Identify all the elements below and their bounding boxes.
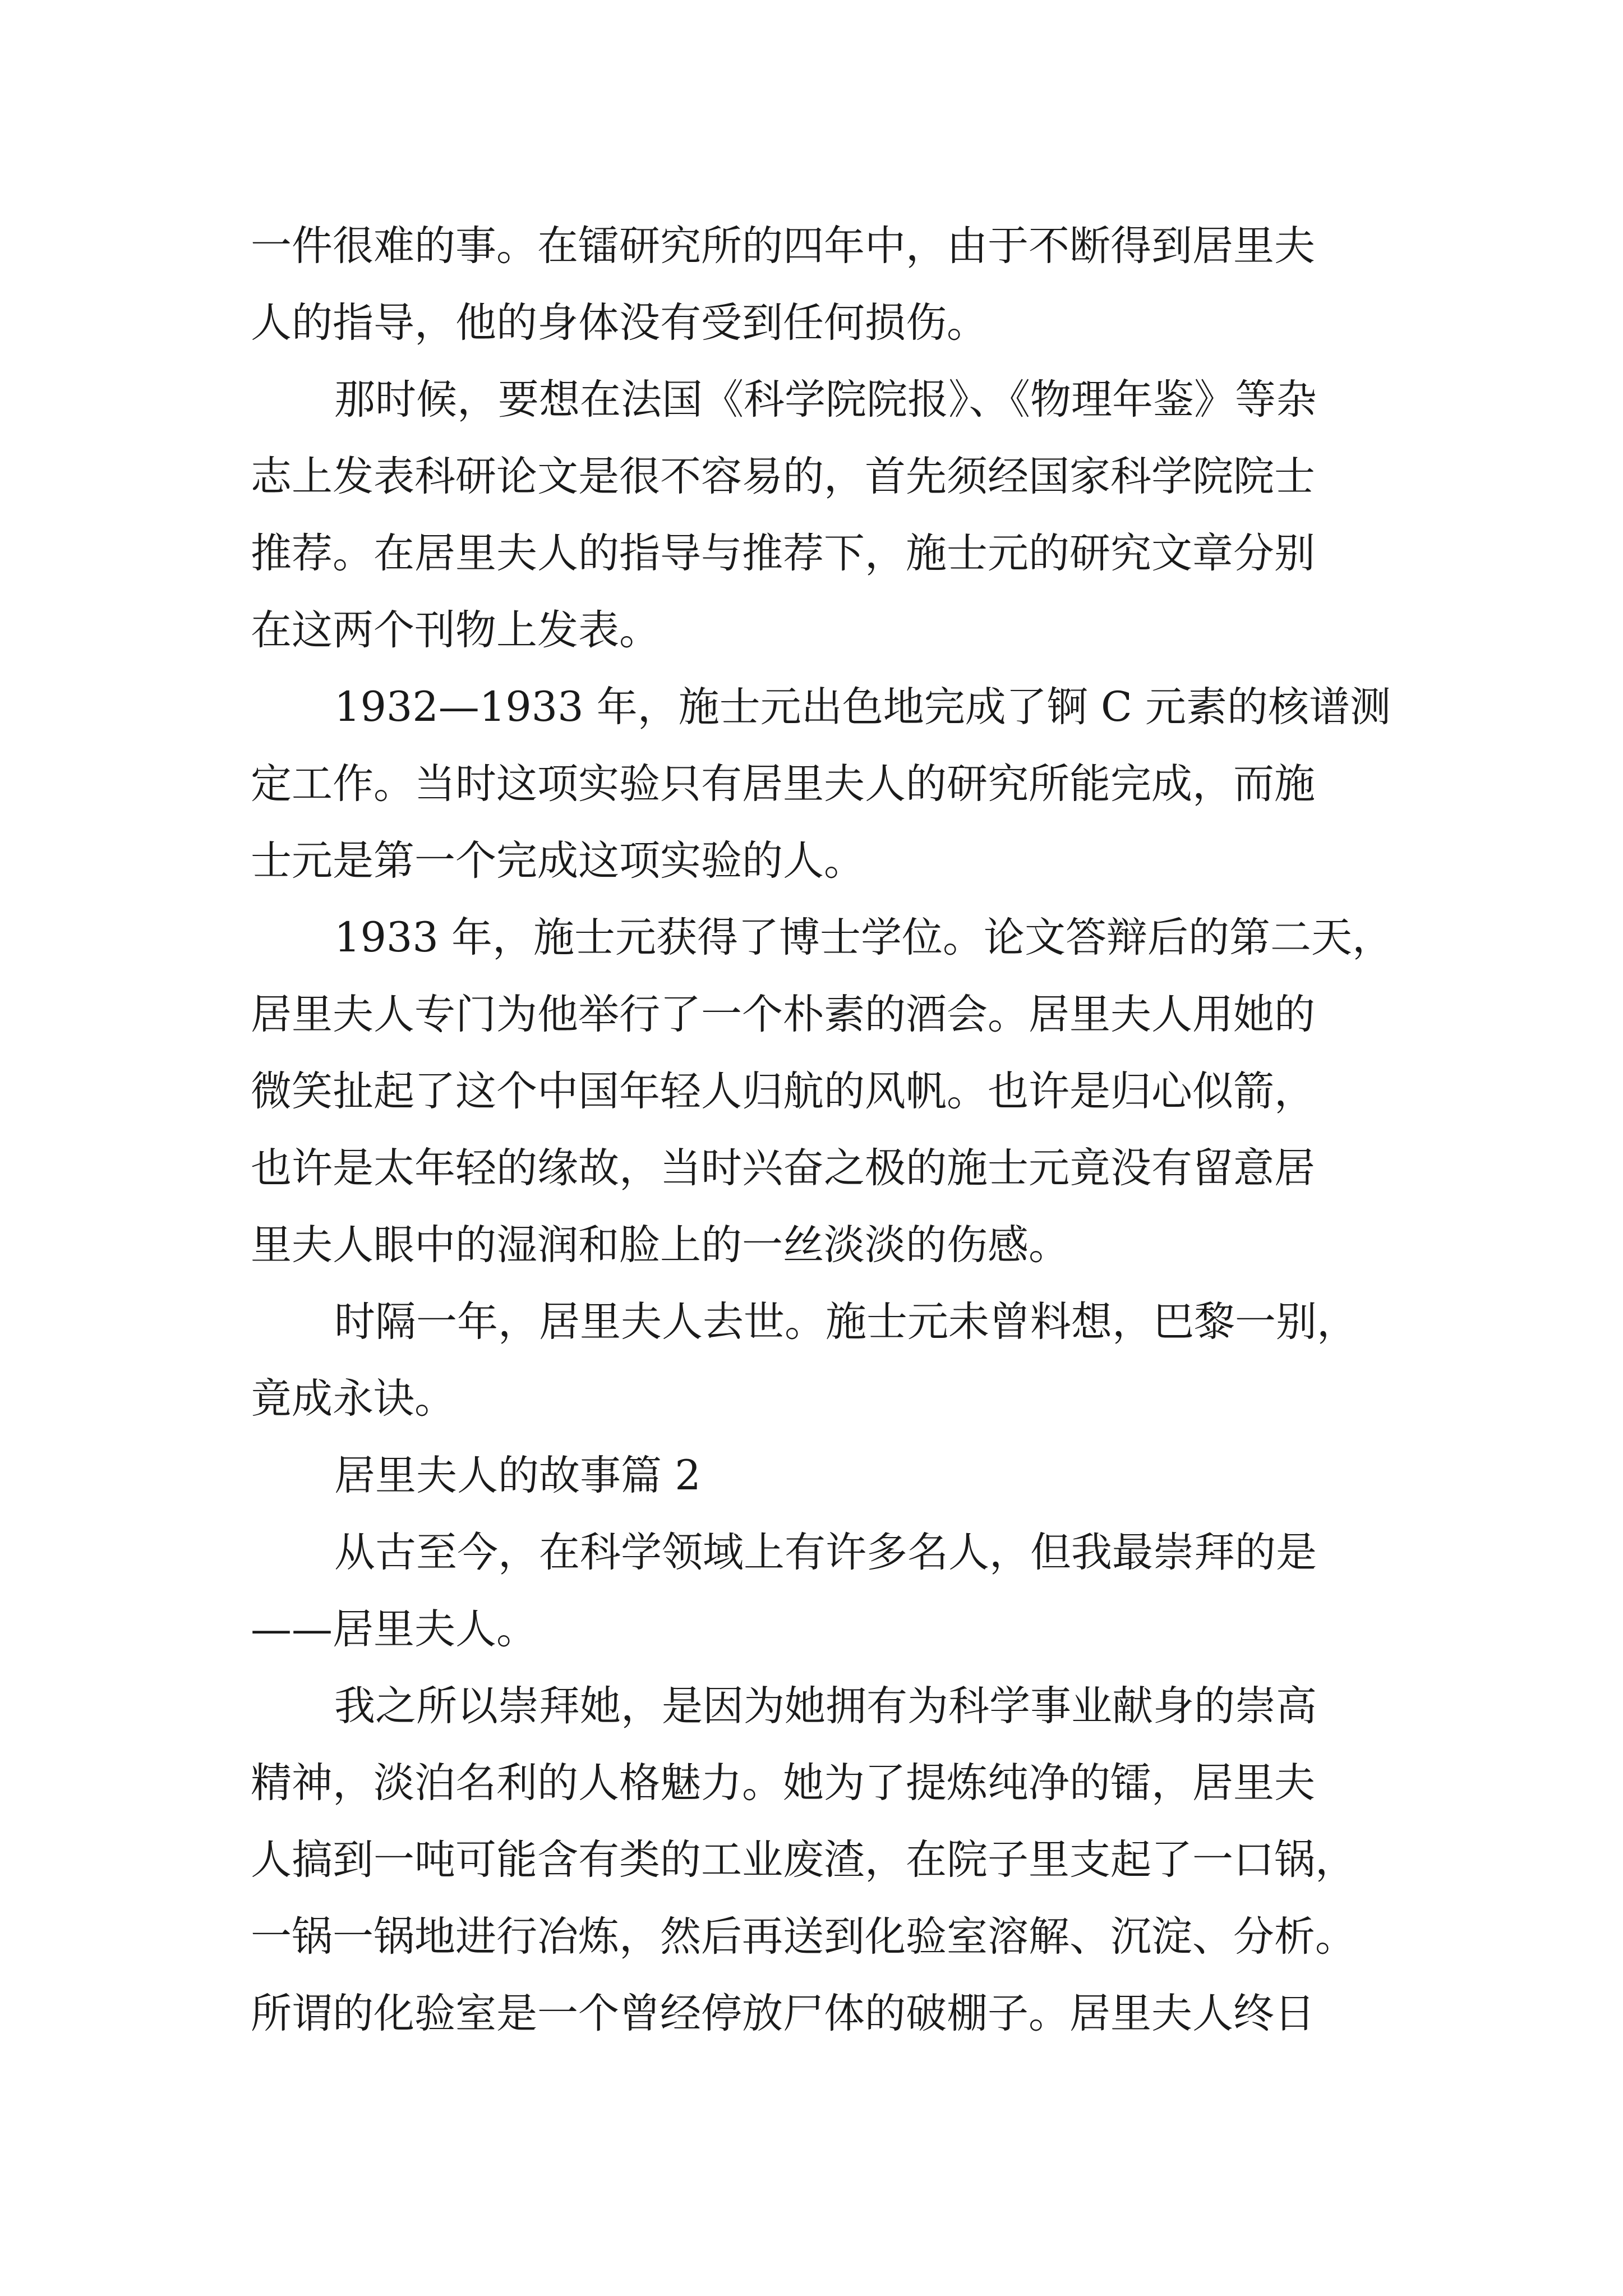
text-line-12: 微笑扯起了这个中国年轻人归航的风帆。也许是归心似箭，	[251, 1068, 1315, 1115]
text-line-19: ——居里夫人。	[251, 1605, 537, 1653]
text-line-11: 居里夫人专门为他举行了一个朴素的酒会。居里夫人用她的	[251, 991, 1315, 1038]
text-line-18: 从古至今，在科学领域上有许多名人，但我最崇拜的是	[334, 1529, 1317, 1576]
text-line-14: 里夫人眼中的湿润和脸上的一丝淡淡的伤感。	[251, 1221, 1069, 1269]
text-line-24: 所谓的化验室是一个曾经停放尸体的破棚子。居里夫人终日	[251, 1990, 1315, 2037]
text-line-1: 一件很难的事。在镭研究所的四年中，由于不断得到居里夫	[251, 222, 1315, 270]
text-line-13: 也许是太年轻的缘故，当时兴奋之极的施士元竟没有留意居	[251, 1144, 1315, 1192]
text-line-15: 时隔一年，居里夫人去世。施士元未曾料想，巴黎一别，	[334, 1298, 1358, 1346]
text-line-5: 推荐。在居里夫人的指导与推荐下，施士元的研究文章分别	[251, 530, 1315, 577]
text-line-6: 在这两个刊物上发表。	[251, 606, 660, 654]
section-heading: 居里夫人的故事篇 2	[334, 1452, 701, 1499]
text-line-3: 那时候，要想在法国《科学院院报》、《物理年鉴》等杂	[334, 376, 1317, 424]
text-line-4: 志上发表科研论文是很不容易的，首先须经国家科学院院士	[251, 453, 1315, 500]
text-line-16: 竟成永诀。	[251, 1375, 455, 1423]
text-line-9: 士元是第一个完成这项实验的人。	[251, 837, 865, 885]
text-line-10: 1933 年，施士元获得了博士学位。论文答辩后的第二天，	[334, 914, 1393, 961]
text-line-7: 1932—1933 年，施士元出色地完成了锕 C 元素的核谱测	[334, 683, 1391, 731]
text-line-21: 精神，淡泊名利的人格魅力。她为了提炼纯净的镭，居里夫	[251, 1759, 1315, 1807]
text-line-20: 我之所以崇拜她，是因为她拥有为科学事业献身的崇高	[334, 1682, 1317, 1730]
text-line-8: 定工作。当时这项实验只有居里夫人的研究所能完成，而施	[251, 760, 1315, 808]
text-line-22: 人搞到一吨可能含有类的工业废渣，在院子里支起了一口锅，	[251, 1836, 1356, 1884]
text-line-23: 一锅一锅地进行冶炼，然后再送到化验室溶解、沉淀、分析。	[251, 1913, 1356, 1961]
text-line-2: 人的指导，他的身体没有受到任何损伤。	[251, 299, 988, 347]
